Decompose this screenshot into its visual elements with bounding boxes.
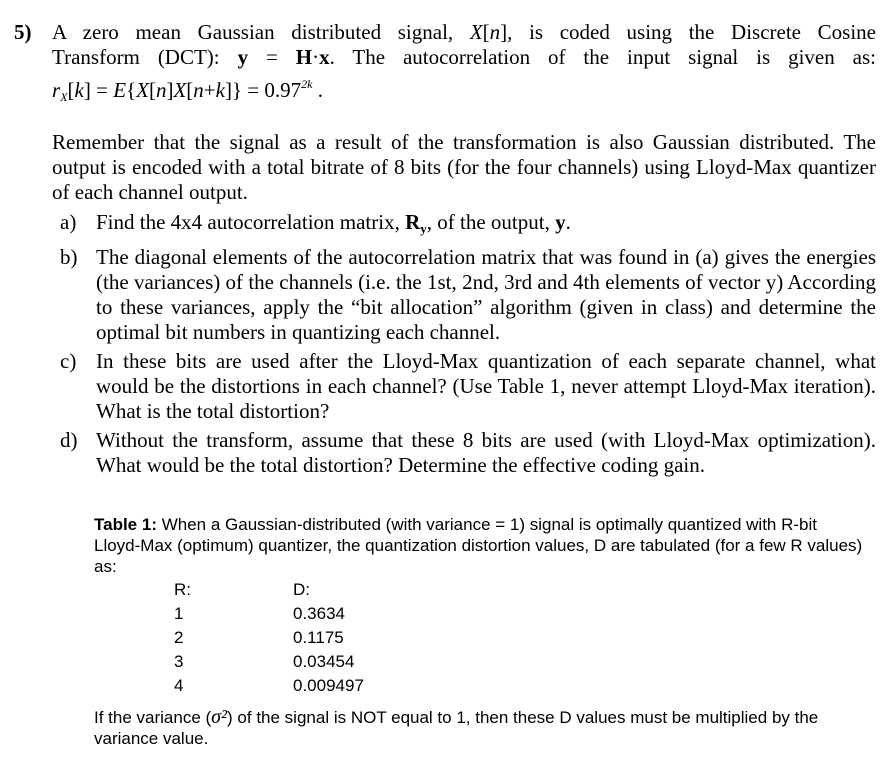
sigma-squared-symbol: σ² (211, 706, 228, 728)
cell-d: 0.3634 (293, 604, 345, 623)
cell-d: 0.009497 (293, 676, 364, 695)
note-after: ) of the signal is NOT equal to 1, then these D values must be multiplied by the variance value. (94, 708, 819, 748)
distortion-table (174, 579, 474, 699)
intro-line-2: Transform (DCT): y = H·x. The autocorrelation of the input signal is given as: (52, 45, 876, 69)
sub-questions (60, 210, 876, 482)
question-a-label: a) (60, 210, 77, 234)
note-before: If the variance ( (94, 708, 212, 727)
question-b-label: b) (60, 245, 78, 269)
cell-r: 1 (174, 604, 184, 623)
cell-r: 2 (174, 628, 184, 647)
table-caption (94, 514, 864, 577)
cell-d: 0.03454 (293, 652, 355, 671)
table-row (174, 651, 474, 675)
table-header-row (174, 579, 474, 603)
autocorrelation-formula: $r_X[k] = E\{X[n]X[n+k]\} = 0.97^{2k}$ . (52, 77, 323, 104)
question-c-label: c) (60, 349, 77, 373)
table-row (174, 675, 474, 699)
problem-number: 5) (14, 20, 32, 44)
remember-paragraph: Remember that the signal as a result of the transformation is also Gaussian distributed. The output is encoded with a total bitrate of 8 bits (for the four channels) using Lloyd-Max quantizer of each channel output. (52, 130, 876, 204)
intro-line-1: A zero mean Gaussian distributed signal, X[n], is coded using the Discrete Cosine (52, 20, 876, 44)
question-a-text: Find the 4x4 autocorrelation matrix, $R_y$, of the output, y. (96, 210, 571, 236)
question-c-text: In these bits are used after the Lloyd-Max quantization of each separate channel, what would be the distortions in each channel? (Use Table 1, never attempt Lloyd-Max iteration). What is the total distortion? (96, 349, 876, 423)
question-d (60, 428, 876, 478)
question-c (60, 349, 876, 424)
table-row (174, 627, 474, 651)
cell-d: 0.1175 (293, 628, 344, 647)
table-row (174, 603, 474, 627)
table-caption-label: Table 1: (94, 515, 157, 534)
variance-note (94, 707, 864, 749)
table-1-block (94, 514, 864, 749)
problem-intro (52, 20, 876, 104)
question-d-label: d) (60, 428, 78, 452)
question-a (60, 210, 876, 241)
header-r: R: (174, 580, 191, 599)
table-caption-text: When a Gaussian-distributed (with variance = 1) signal is optimally quantized with R-bit Lloyd-Max (optimum) quantizer, the quantization distortion values, D are tabulated (for a few R values) as: (94, 515, 863, 576)
header-d: D: (293, 580, 310, 599)
cell-r: 4 (174, 676, 184, 695)
question-b (60, 245, 876, 345)
question-d-text: Without the transform, assume that these 8 bits are used (with Lloyd-Max optimization). What would be the total distortion? Determine the effective coding gain. (96, 428, 876, 477)
cell-r: 3 (174, 652, 184, 671)
question-b-text: The diagonal elements of the autocorrelation matrix that was found in (a) gives the energies (the variances) of the channels (i.e. the 1st, 2nd, 3rd and 4th elements of vector y) According to these variances, apply the “bit allocation” algorithm (given in class) and determine the optimal bit numbers in quantizing each channel. (96, 245, 876, 344)
